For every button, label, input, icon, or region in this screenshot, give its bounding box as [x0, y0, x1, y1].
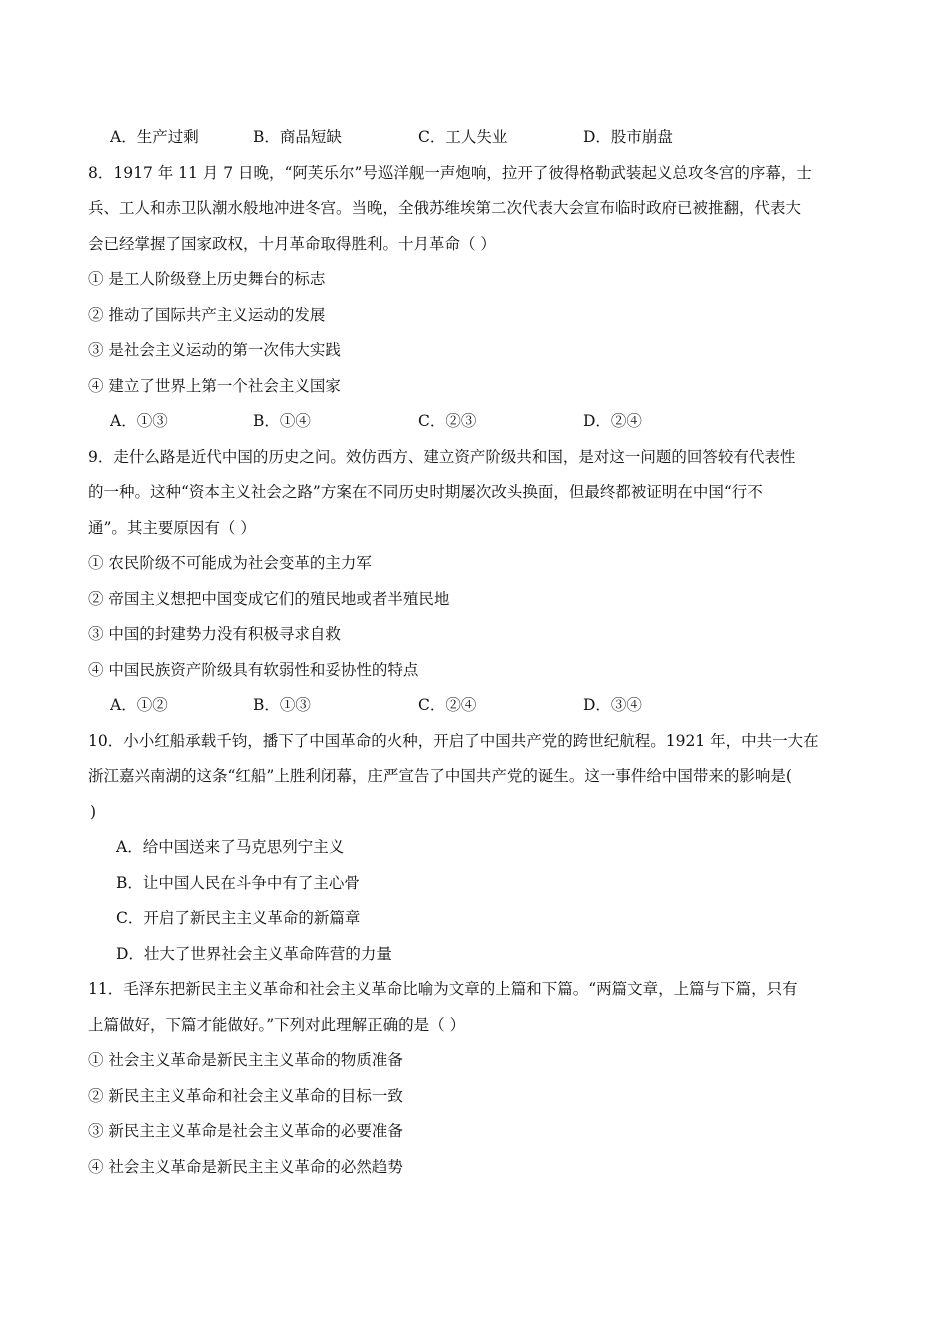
q9-stem-line: 通”。其主要原因有（ ）: [88, 518, 256, 537]
q11-stem-line: 上篇做好，下篇才能做好。”下列对此理解正确的是（ ）: [88, 1015, 466, 1034]
q10-option-a[interactable]: A．给中国送来了马克思列宁主义: [116, 838, 345, 856]
question-11: [88, 972, 863, 1185]
q8-option-c[interactable]: C．②③: [418, 412, 477, 430]
question-10: [88, 724, 863, 973]
q11-stem-line: 11．毛泽东把新民主主义革命和社会主义革命比喻为文章的上篇和下篇。“两篇文章，上篇与下篇，只有: [88, 980, 798, 998]
q7-options: [88, 120, 863, 156]
q8-item: ① 是工人阶级登上历史舞台的标志: [88, 270, 326, 288]
q9-option-c[interactable]: C．②④: [418, 696, 477, 714]
q9-option-d[interactable]: D．③④: [583, 696, 642, 714]
q10-option-d[interactable]: D．壮大了世界社会主义革命阵营的力量: [116, 944, 392, 963]
q8-option-a[interactable]: A．①③: [110, 412, 168, 430]
q9-item: ④ 中国民族资产阶级具有软弱性和妥协性的特点: [88, 660, 419, 679]
q7-option-d[interactable]: D．股市崩盘: [583, 128, 673, 146]
q10-option-c[interactable]: C．开启了新民主主义革命的新篇章: [116, 909, 361, 927]
q10-option-b[interactable]: B．让中国人民在斗争中有了主心骨: [116, 873, 360, 892]
q7-option-c[interactable]: C．工人失业: [418, 128, 508, 146]
question-9: [88, 440, 863, 724]
q11-item: ① 社会主义革命是新民主主义革命的物质准备: [88, 1051, 403, 1069]
q8-options: [88, 404, 863, 440]
q8-stem-line: 8．1917 年 11 月 7 日晚，“阿芙乐尔”号巡洋舰一声炮响，拉开了彼得格勒武装起义总攻冬宫的序幕，士: [88, 163, 812, 182]
q9-stem-line: 9．走什么路是近代中国的历史之问。效仿西方、建立资产阶级共和国，是对这一问题的回答较有代表性: [88, 447, 796, 466]
q8-stem-line: 兵、工人和赤卫队潮水般地冲进冬宫。当晚，全俄苏维埃第二次代表大会宣布临时政府已被推翻，代表大: [88, 199, 802, 217]
q7-option-b[interactable]: B．商品短缺: [253, 128, 342, 146]
q11-item: ② 新民主主义革命和社会主义革命的目标一致: [88, 1086, 403, 1105]
q8-item: ④ 建立了世界上第一个社会主义国家: [88, 376, 341, 395]
q10-stem-line: 浙江嘉兴南湖的这条“红船”上胜利闭幕，庄严宣告了中国共产党的诞生。这一事件给中国带来的影响是(: [88, 767, 792, 785]
exam-page: [88, 120, 863, 1185]
q11-item: ④ 社会主义革命是新民主主义革命的必然趋势: [88, 1157, 403, 1176]
q8-item: ③ 是社会主义运动的第一次伟大实践: [88, 341, 341, 359]
q9-options: [88, 688, 863, 724]
q10-stem-paren: ): [90, 802, 97, 821]
question-8: [88, 156, 863, 440]
q8-item: ② 推动了国际共产主义运动的发展: [88, 305, 326, 324]
q9-item: ② 帝国主义想把中国变成它们的殖民地或者半殖民地: [88, 589, 450, 608]
q8-stem-line: 会已经掌握了国家政权，十月革命取得胜利。十月革命（ ）: [88, 234, 496, 253]
q9-option-a[interactable]: A．①②: [110, 696, 168, 714]
q9-option-b[interactable]: B．①③: [253, 696, 311, 714]
q10-stem-line: 10．小小红船承载千钧，播下了中国革命的火种，开启了中国共产党的跨世纪航程。1921 年，中共一大在: [88, 731, 819, 750]
q11-item: ③ 新民主主义革命是社会主义革命的必要准备: [88, 1122, 403, 1140]
q9-stem-line: 的一种。这种“资本主义社会之路”方案在不同历史时期屡次改头换面，但最终都被证明在中国“行不: [88, 483, 763, 501]
q9-item: ① 农民阶级不可能成为社会变革的主力军: [88, 554, 372, 572]
q8-option-d[interactable]: D．②④: [583, 412, 642, 430]
q9-item: ③ 中国的封建势力没有积极寻求自救: [88, 625, 341, 643]
q7-option-a[interactable]: A．生产过剩: [110, 128, 199, 146]
q8-option-b[interactable]: B．①④: [253, 412, 311, 430]
